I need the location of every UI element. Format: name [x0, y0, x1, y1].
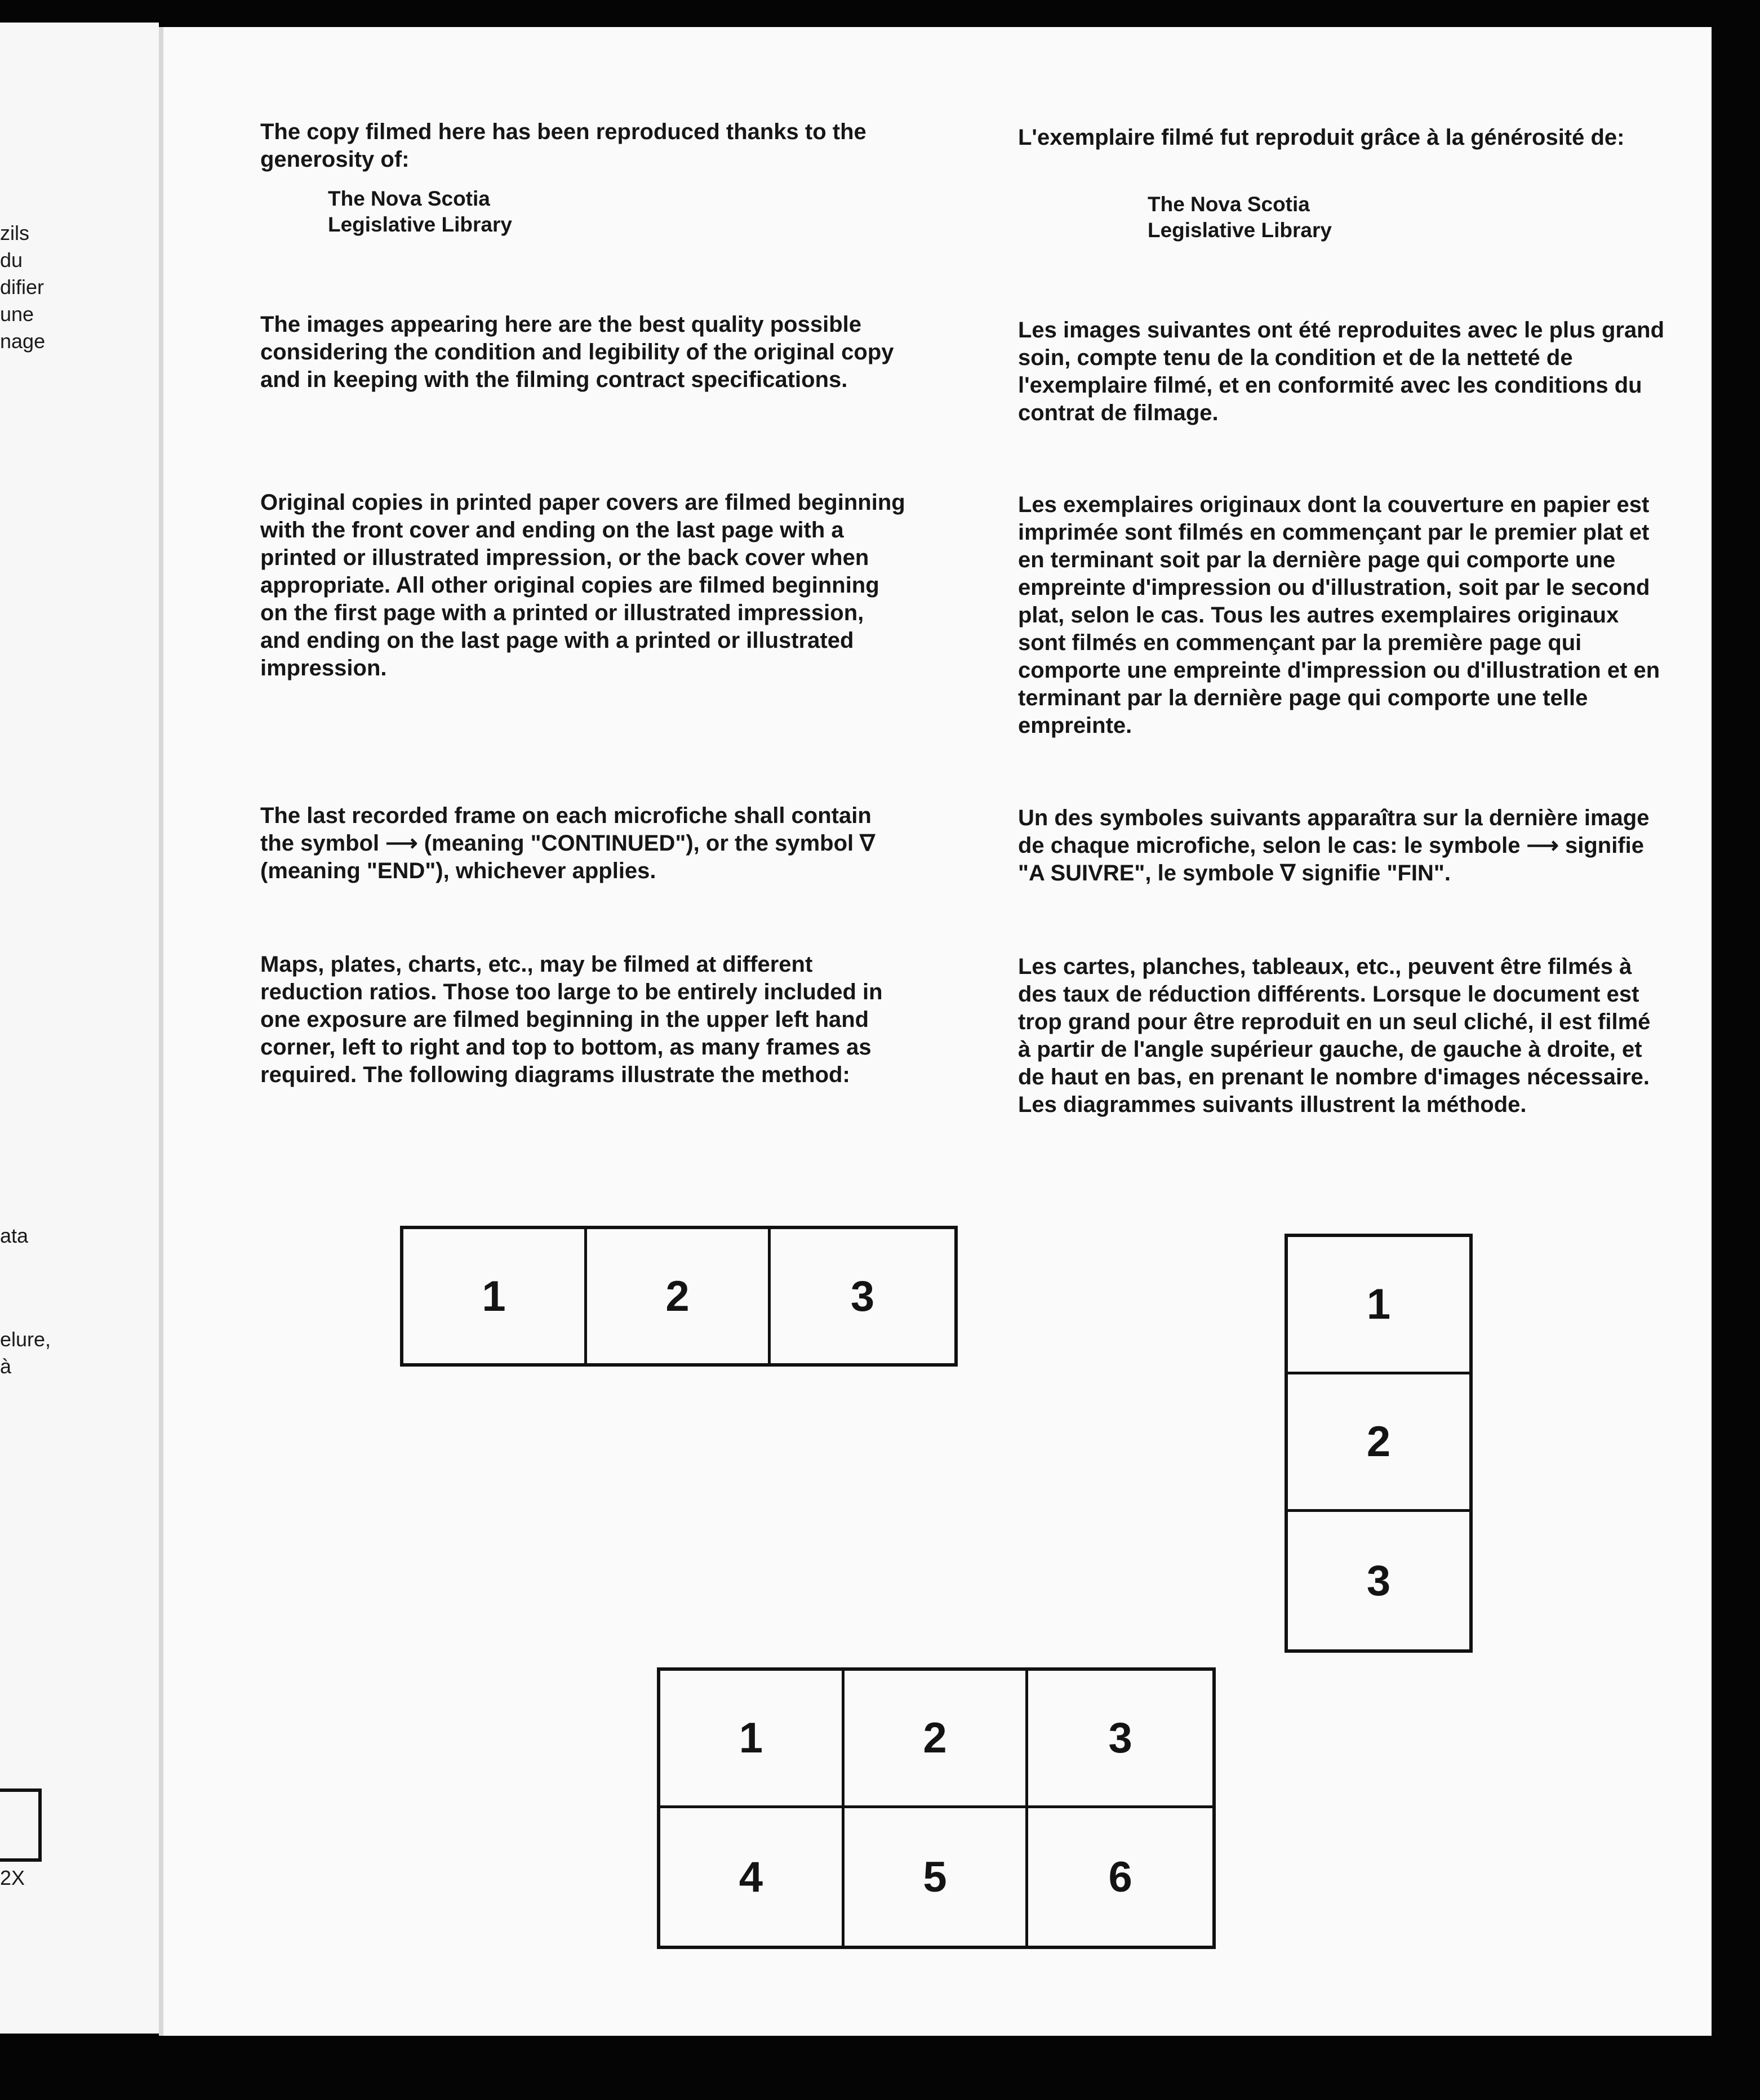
- page-edge: [159, 27, 163, 2036]
- fragment-box: [0, 1788, 42, 1862]
- symbols-statement: The last recorded frame on each microfiche shall contain the symbol ⟶ (meaning "CONTINUED"), or the symbol ∇ (meaning "END"), whichever applies.: [260, 803, 875, 883]
- institution-name: The Nova Scotia Legislative Library: [328, 187, 512, 236]
- frame-cell: 1: [1288, 1237, 1469, 1374]
- grid-frames-diagram: [657, 1667, 1216, 1949]
- institution-name: The Nova Scotia Legislative Library: [1148, 193, 1332, 242]
- frame-cell: 4: [660, 1808, 845, 1946]
- quality-statement: Les images suivantes ont été reproduites avec le plus grand soin, compte tenu de la condition et de la netteté de l'exemplaire filmé, et en conformité avec les conditions du contrat de filmage.: [1018, 318, 1665, 425]
- horizontal-frames-diagram: [400, 1226, 958, 1367]
- previous-page-fragment: [0, 23, 159, 2034]
- fragment-text: zils: [0, 221, 29, 244]
- fragment-text: difier: [0, 275, 45, 299]
- generosity-statement: The copy filmed here has been reproduced thanks to the generosity of:: [260, 119, 866, 172]
- fragment-text: ata: [0, 1224, 29, 1247]
- fragment-text: nage: [0, 330, 46, 353]
- fragment-text: elure,: [0, 1328, 51, 1351]
- maps-statement: Maps, plates, charts, etc., may be filmed at different reduction ratios. Those too large to be entirely included in one exposure are filmed beginning in the upper left hand corner, left to right and top to bottom, as many frames as required. The following diagrams illustrate the method:: [260, 952, 883, 1087]
- frame-cell: 2: [1288, 1374, 1469, 1512]
- covers-statement: Les exemplaires originaux dont la couverture en papier est imprimée sont filmés en commençant par le premier plat et en terminant soit par la dernière page qui comporte une empreinte d'impression ou d'illustration, soit par le second plat, selon le cas. Tous les autres exemplaires originaux sont filmés en commençant par la première page qui comporte une empreinte d'impression ou d'illustration et en terminant par la dernière page qui comporte une telle empreinte.: [1018, 492, 1660, 738]
- microfiche-target-page: [159, 27, 1712, 2036]
- frame-cell: 6: [1108, 1853, 1132, 1901]
- frame-cell: 3: [1028, 1671, 1212, 1808]
- frame-cell: 3: [1366, 1556, 1391, 1605]
- symbols-statement: Un des symboles suivants apparaîtra sur la dernière image de chaque microfiche, selon le cas: le symbole ⟶ signifie "A SUIVRE", le symbole ∇ signifie "FIN".: [1018, 806, 1650, 886]
- frame-cell: 1: [660, 1671, 845, 1808]
- fragment-text: du: [0, 248, 23, 272]
- frame-cell: 2: [845, 1671, 1029, 1808]
- fragment-text: une: [0, 302, 34, 326]
- frame-cell: 3: [850, 1272, 875, 1320]
- frame-cell: 5: [845, 1808, 1029, 1946]
- fragment-text: 2X: [0, 1866, 25, 1889]
- frame-cell: 1: [403, 1229, 587, 1363]
- vertical-frames-diagram: [1285, 1234, 1473, 1653]
- fragment-text: à: [0, 1355, 12, 1378]
- quality-statement: The images appearing here are the best quality possible considering the condition and legibility of the original copy and in keeping with the filming contract specifications.: [260, 312, 894, 392]
- frame-cell: 2: [587, 1229, 771, 1363]
- maps-statement: Les cartes, planches, tableaux, etc., peuvent être filmés à des taux de réduction différents. Lorsque le document est trop grand pour être reproduit en un seul cliché, il est filmé à partir de l'angle supérieur gauche, de gauche à droite, et de haut en bas, en prenant le nombre d'images nécessaire. Les diagrammes suivants illustrent la méthode.: [1018, 954, 1651, 1117]
- covers-statement: Original copies in printed paper covers are filmed beginning with the front cover and ending on the last page with a printed or illustrated impression, or the back cover when appropriate. All other original copies are filmed beginning on the first page with a printed or illustrated impression, and ending on the last page with a printed or illustrated impression.: [260, 490, 905, 680]
- generosity-statement: L'exemplaire filmé fut reproduit grâce à la générosité de:: [1018, 125, 1625, 150]
